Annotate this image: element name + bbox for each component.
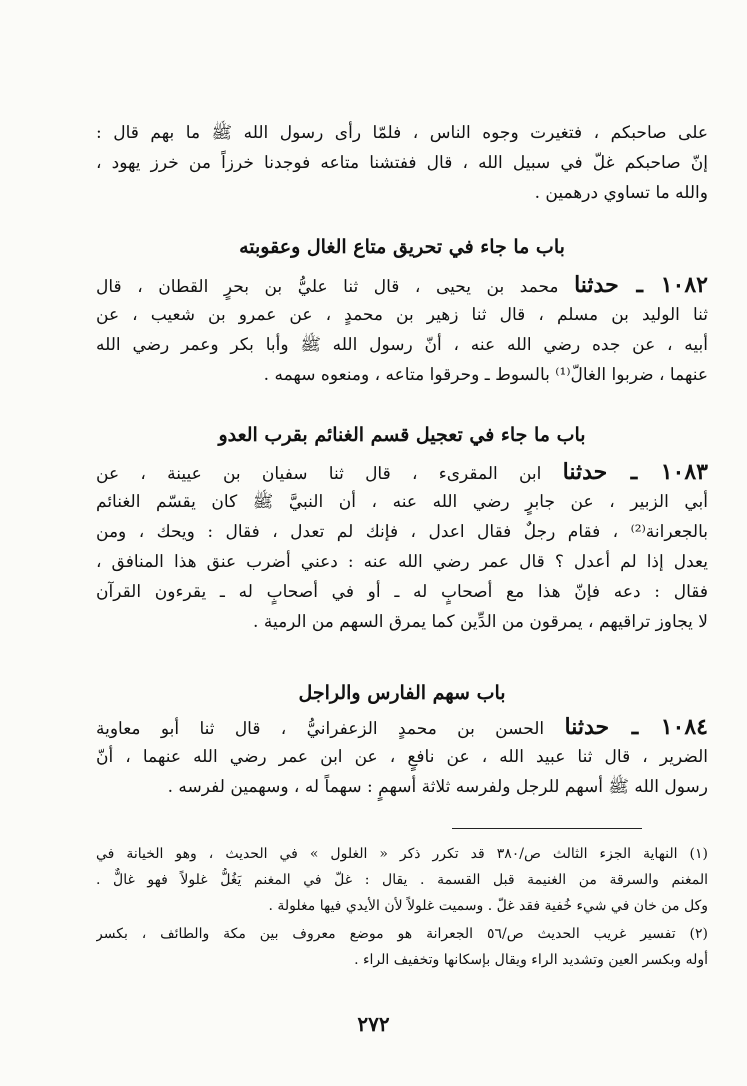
hadith-1084 xyxy=(96,712,708,804)
hadith-line: يعدل إذا لم أعدل ؟ قال عمر رضي الله عنه : دعني أضرب عنق هذا المنافق ، xyxy=(96,552,708,572)
hadith-line: بالجعرانة⁽²⁾ ، فقام رجلٌ فقال اعدل ، فإنك لم تعدل ، فقال : ويحك ، ومن xyxy=(96,522,708,542)
hadith-1082 xyxy=(96,270,708,392)
footnote-line: (١) النهاية الجزء الثالث ص/٣٨٠ قد تكرر ذكر « الغلول » في الحديث ، وهو الخيانة في xyxy=(96,846,708,862)
footnote-line: أوله وبكسر العين وتشديد الراء ويقال بإسكانها وتخفيف الراء . xyxy=(354,952,708,968)
hadith-line: أبي الزبير ، عن جابرٍ رضي الله عنه ، أن النبيَّ ﷺ كان يقسّم الغنائم xyxy=(96,492,708,512)
paragraph-line: والله ما تساوي درهمين . xyxy=(534,183,708,203)
hadith-first-line xyxy=(96,712,708,742)
footnote-line: (٢) تفسير غريب الحديث ص/٥٦ الجعرانة هو موضع معروف بين مكة والطائف ، بكسر xyxy=(96,926,708,942)
section-heading: باب ما جاء في تحريق متاع الغال وعقوبته xyxy=(239,236,565,258)
hadith-line: الضرير ، قال ثنا عبيد الله ، عن نافعٍ ، عن ابن عمر رضي الله عنهما ، أنّ xyxy=(96,747,708,767)
page-number: ٢٧٢ xyxy=(357,1012,390,1036)
top-paragraph xyxy=(96,118,708,210)
hadith-1083 xyxy=(96,457,708,639)
section-heading: باب ما جاء في تعجيل قسم الغنائم بقرب العدو xyxy=(218,424,586,446)
hadith-number: ١٠٨٤ ـ حدثنا xyxy=(564,714,708,740)
hadith-number: ١٠٨٣ ـ حدثنا xyxy=(562,459,708,485)
section-heading: باب سهم الفارس والراجل xyxy=(298,682,506,704)
paragraph-line: إنّ صاحبكم غلّ في سبيل الله ، قال ففتشنا متاعه فوجدنا خرزاً من خرز يهود ، xyxy=(96,153,708,173)
footnote-line: وكل من خان في شيء خُفية فقد غلّ . وسميت غلولاً لأن الأيدي فيها مغلولة . xyxy=(268,898,708,914)
hadith-text: ابن المقرىء ، قال ثنا سفيان بن عيينة ، عن xyxy=(96,464,542,484)
hadith-first-line xyxy=(96,457,708,487)
footnote-divider xyxy=(452,828,642,829)
hadith-first-line xyxy=(96,270,708,300)
hadith-line: فقال : دعه فإنّ هذا مع أصحابٍ له ـ أو في أصحابٍ له ـ يقرءون القرآن xyxy=(96,582,708,602)
hadith-line: ثنا الوليد بن مسلم ، قال ثنا زهير بن محمدٍ ، عن عمرو بن شعيب ، عن xyxy=(96,305,708,325)
paragraph-line: على صاحبكم ، فتغيرت وجوه الناس ، فلمّا رأى رسول الله ﷺ ما بهم قال : xyxy=(96,123,708,143)
hadith-line: عنهما ، ضربوا الغالّ⁽¹⁾ بالسوط ـ وحرقوا متاعه ، ومنعوه سهمه . xyxy=(263,365,708,385)
footnote-line: المغنم والسرقة من الغنيمة قبل القسمة . يقال : غلّ في المغنم يَغُلُّ غلولاً فهو غالٌّ . xyxy=(96,872,708,888)
hadith-text: محمد بن يحيى ، قال ثنا عليُّ بن بحرٍ القطان ، قال xyxy=(96,277,559,297)
hadith-number: ١٠٨٢ ـ حدثنا xyxy=(574,272,708,298)
hadith-line: أبيه ، عن جده رضي الله عنه ، أنّ رسول الله ﷺ وأبا بكر وعمر رضي الله xyxy=(96,335,708,355)
hadith-line: لا يجاوز تراقيهم ، يمرقون من الدِّين كما يمرق السهم من الرمية . xyxy=(253,612,708,632)
hadith-line: رسول الله ﷺ أسهم للرجل ولفرسه ثلاثة أسهمٍ : سهماً له ، وسهمين لفرسه . xyxy=(167,777,708,797)
hadith-text: الحسن بن محمدٍ الزعفرانيُّ ، قال ثنا أبو معاوية xyxy=(96,719,545,739)
